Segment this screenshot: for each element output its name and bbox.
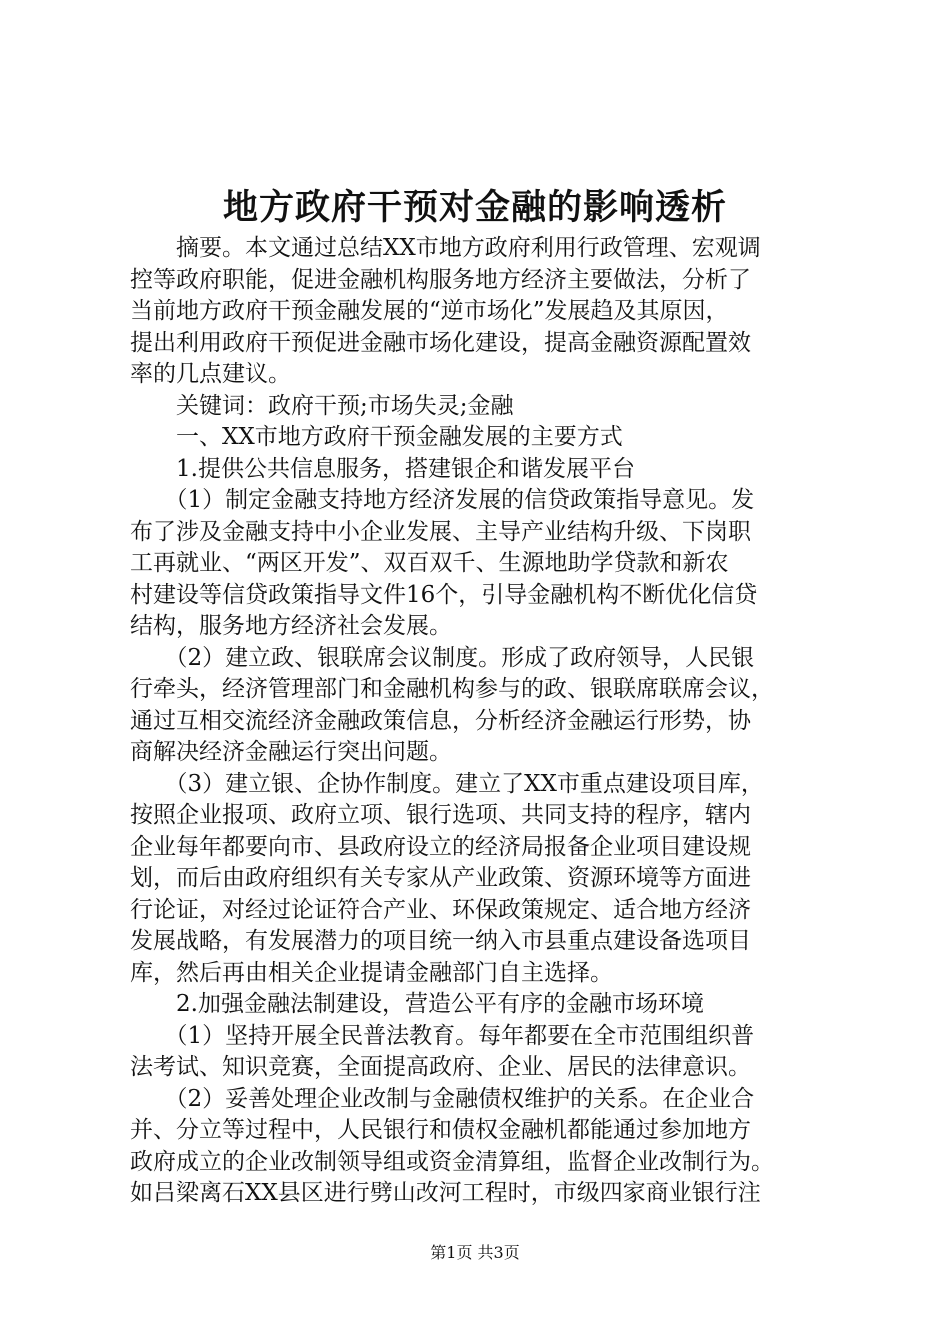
text-line: 行论证，对经过论证符合产业、环保政策规定、适合地方经济 <box>130 896 751 923</box>
text-line: 结构，服务地方经济社会发展。 <box>130 613 452 639</box>
text-line: 一、XX市地方政府干预金融发展的主要方式 <box>130 424 623 450</box>
text-line: 布了涉及金融支持中小企业发展、主导产业结构升级、下岗职 <box>130 518 751 545</box>
text-line: （2）妥善处理企业改制与金融债权维护的关系。在企业合 <box>130 1085 755 1112</box>
text-line: 并、分立等过程中，人民银行和债权金融机都能通过参加地方 <box>130 1117 751 1143</box>
text-line: 1.提供公共信息服务，搭建银企和谐发展平台 <box>130 455 635 482</box>
page-footer: 第1页 共3页 <box>430 1243 520 1262</box>
text-line: 通过互相交流经济金融政策信息，分析经济金融运行形势，协 <box>130 707 751 734</box>
text-line: 政府成立的企业改制领导组或资金清算组，监督企业改制行为。 <box>130 1148 774 1175</box>
text-line: （3）建立银、企协作制度。建立了XX市重点建设项目库， <box>130 770 764 797</box>
text-line: 村建设等信贷政策指导文件16个，引导金融机构不断优化信贷 <box>130 581 758 608</box>
document-body <box>130 233 830 1210</box>
text-line: 当前地方政府干预金融发展的“逆市场化”发展趋及其原因， <box>130 298 729 324</box>
text-line: 按照企业报项、政府立项、银行选项、共同支持的程序，辖内 <box>130 802 751 828</box>
text-line: 库，然后再由相关企业提请金融部门自主选择。 <box>130 959 613 986</box>
text-line: 行牵头，经济管理部门和金融机构参与的政、银联席联席会议， <box>130 676 774 702</box>
text-line: （2）建立政、银联席会议制度。形成了政府领导，人民银 <box>130 644 755 671</box>
text-line: 商解决经济金融运行突出问题。 <box>130 739 452 765</box>
document-title: 地方政府干预对金融的影响透析 <box>222 187 727 228</box>
text-line: 率的几点建议。 <box>130 361 291 387</box>
text-line: 控等政府职能，促进金融机构服务地方经济主要做法，分析了 <box>130 266 751 293</box>
text-line: 如吕梁离石XX县区进行劈山改河工程时，市级四家商业银行注 <box>130 1180 761 1206</box>
text-line: 法考试、知识竞赛，全面提高政府、企业、居民的法律意识。 <box>130 1054 751 1080</box>
text-line: 2.加强金融法制建设，营造公平有序的金融市场环境 <box>130 991 704 1017</box>
text-line: 工再就业、“两区开发”、双百双千、生源地助学贷款和新农 <box>130 550 729 576</box>
text-line: 发展战略，有发展潜力的项目统一纳入市县重点建设备选项目 <box>130 928 751 954</box>
text-line: 关键词：政府干预;市场失灵;金融 <box>130 392 514 419</box>
text-line: （1）制定金融支持地方经济发展的信贷政策指导意见。发 <box>130 487 755 513</box>
text-line: （1）坚持开展全民普法教育。每年都要在全市范围组织普 <box>130 1022 755 1049</box>
text-line: 提出利用政府干预促进金融市场化建设，提高金融资源配置效 <box>130 329 751 356</box>
text-line: 企业每年都要向市、县政府设立的经济局报备企业项目建设规 <box>130 833 751 860</box>
text-line: 摘要。本文通过总结XX市地方政府利用行政管理、宏观调 <box>130 235 761 261</box>
text-line: 划，而后由政府组织有关专家从产业政策、资源环境等方面进 <box>130 865 751 891</box>
